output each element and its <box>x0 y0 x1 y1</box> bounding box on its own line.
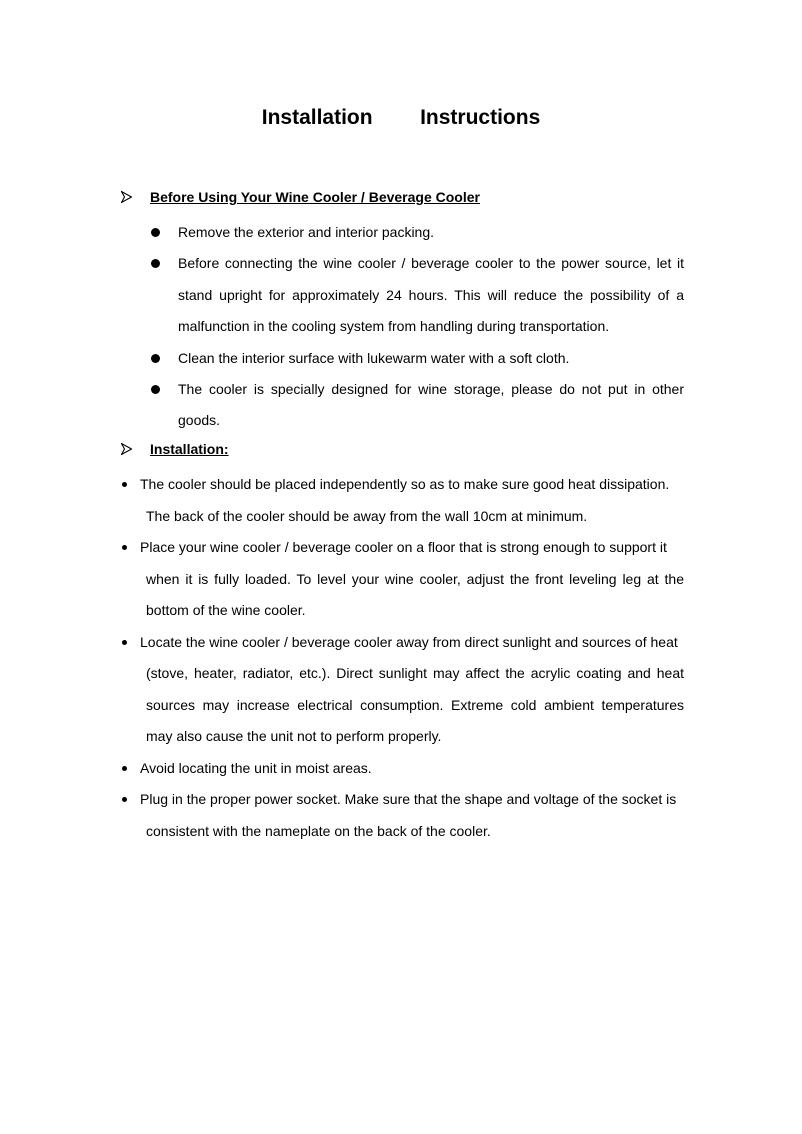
list-item <box>120 532 684 627</box>
list-item-text-continued: when it is fully loaded. To level your wine cooler, adjust the front leveling leg at the bottom of the wine cooler. <box>146 570 684 618</box>
bullet-icon <box>151 259 160 268</box>
list-item <box>120 784 684 847</box>
list-item <box>150 343 684 374</box>
list-item-text: Locate the wine cooler / beverage cooler away from direct sunlight and sources of heat <box>140 633 678 650</box>
bullet-icon <box>151 228 160 237</box>
list-item <box>120 753 684 785</box>
before-using-list <box>150 217 684 437</box>
list-item-text: Clean the interior surface with lukewarm water with a soft cloth. <box>178 349 570 366</box>
list-item <box>150 217 684 248</box>
list-item-text: Avoid locating the unit in moist areas. <box>140 759 372 776</box>
bullet-icon <box>151 385 160 394</box>
list-item-text-continued: The back of the cooler should be away from the wall 10cm at minimum. <box>146 507 588 524</box>
arrow-bullet-icon <box>121 438 135 460</box>
bullet-icon <box>122 766 127 771</box>
list-item <box>150 374 684 437</box>
list-item-text: Before connecting the wine cooler / beverage cooler to the power source, let it stand upright for approximately 24 hours. This will reduce the possibility of a malfunction in the cooling system from handling during transportation. <box>178 255 684 335</box>
list-item-text-continued: consistent with the nameplate on the back of the cooler. <box>146 822 491 839</box>
section-heading-label: Installation: <box>150 441 229 457</box>
list-item-text-continued: (stove, heater, radiator, etc.). Direct sunlight may affect the acrylic coating and heat sources may increase electrical consumption. Extreme cold ambient temperatures may also cause the unit not to perform properly. <box>146 665 684 744</box>
bullet-icon <box>122 640 127 645</box>
list-item-text: Plug in the proper power socket. Make sure that the shape and voltage of the socket is <box>140 791 677 807</box>
bullet-icon <box>122 545 127 550</box>
page-title: Installation Instructions <box>261 106 541 129</box>
list-item-text: The cooler should be placed independently so as to make sure good heat dissipation. <box>140 476 670 492</box>
arrow-bullet-icon <box>121 186 135 208</box>
bullet-icon <box>122 797 127 802</box>
list-item <box>150 248 684 342</box>
list-item <box>120 627 684 753</box>
section-heading-label: Before Using Your Wine Cooler / Beverage Cooler <box>150 189 480 205</box>
list-item-text: Place your wine cooler / beverage cooler on a floor that is strong enough to support it <box>140 539 667 555</box>
bullet-icon <box>122 482 127 487</box>
list-item-text: The cooler is specially designed for wine storage, please do not put in other goods. <box>178 381 684 429</box>
list-item <box>120 469 684 532</box>
bullet-icon <box>151 354 160 363</box>
installation-list <box>120 469 684 847</box>
list-item-text: Remove the exterior and interior packing. <box>178 224 435 240</box>
